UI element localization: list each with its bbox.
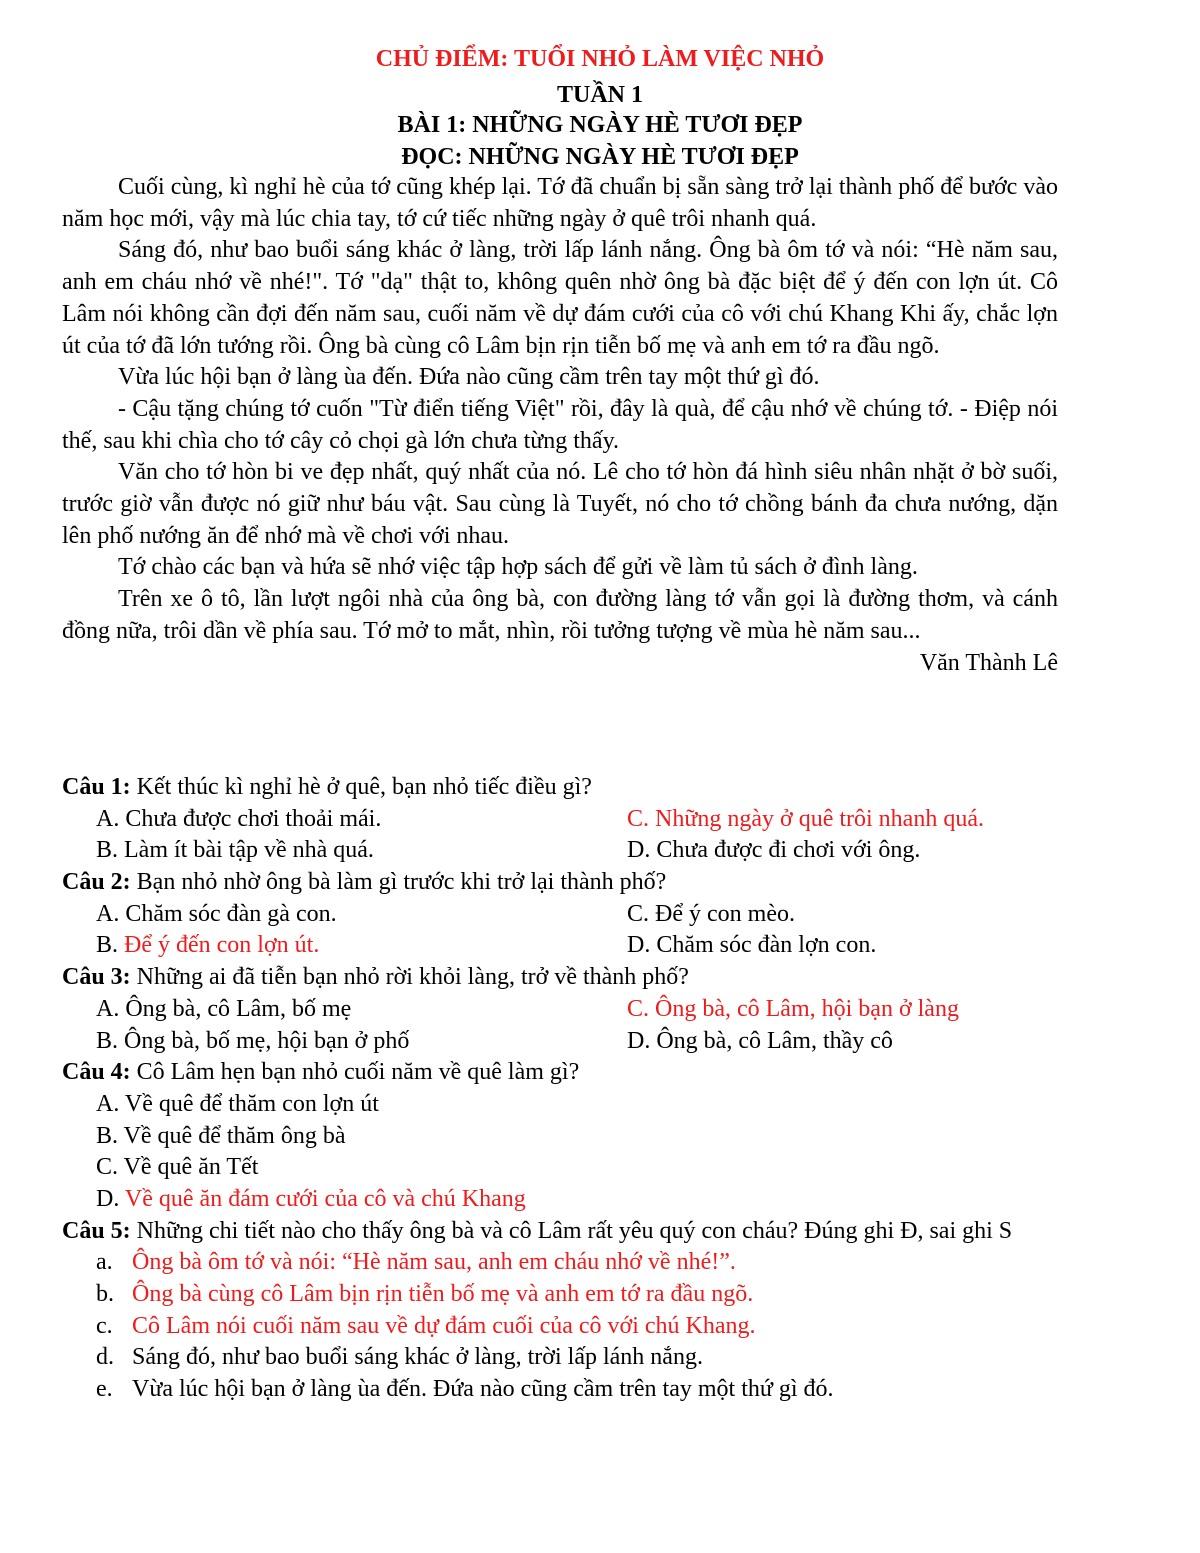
statement-text: Sáng đó, như bao buổi sáng khác ở làng, trời lấp lánh nắng. <box>132 1344 703 1371</box>
option-d: D. Chưa được đi chơi với ông. <box>627 837 921 864</box>
story-paragraph: Cuối cùng, kì nghỉ hè của tớ cũng khép lại. Tớ đã chuẩn bị sẵn sàng trở lại thành phố để bước vào năm học mới, vậy mà lúc chia tay, tớ cứ tiếc những ngày ở quê trôi nhanh quá. <box>62 174 1058 232</box>
answer-row <box>62 804 1062 836</box>
option-c: C. Để ý con mèo. <box>627 900 795 927</box>
option-b <box>96 930 319 962</box>
story-author: Văn Thành Lê <box>919 649 1058 676</box>
topic-title: CHỦ ĐIỂM: TUỔI NHỎ LÀM VIỆC NHỎ <box>375 46 825 72</box>
option-letter: D. <box>96 1186 125 1212</box>
story-paragraph: Văn cho tớ hòn bi ve đẹp nhất, quý nhất của nó. Lê cho tớ hòn đá hình siêu nhân nhặt ở bờ suối, trước giờ vẫn được nó giữ như báu vật. Sau cùng là Tuyết, nó cho tớ chồng bánh đa chưa nướng, dặn lên phố nướng ăn để nhớ mà về chơi với nhau. <box>62 459 1058 549</box>
answer-row <box>62 1026 1062 1058</box>
question-text: Những ai đã tiễn bạn nhỏ rời khỏi làng, trở về thành phố? <box>130 964 689 991</box>
answer-row <box>62 930 1062 962</box>
story-paragraph: Trên xe ô tô, lần lượt ngôi nhà của ông bà, con đường làng tớ vẫn gọi là đường thơm, và cánh đồng nữa, trôi dần về phía sau. Tớ mở to mắt, nhìn, rồi tưởng tượng về mùa hè năm sau... <box>62 586 1058 644</box>
option-b: B. Làm ít bài tập về nhà quá. <box>96 837 374 864</box>
question-text: Bạn nhỏ nhờ ông bà làm gì trước khi trở lại thành phố? <box>130 869 667 896</box>
option-letter: B. <box>96 932 125 959</box>
quiz-section <box>62 772 1062 1406</box>
statement-letter: b. <box>96 1281 114 1308</box>
question-label: Câu 3: <box>62 964 131 991</box>
option-d-correct: Về quê ăn đám cưới của cô và chú Khang <box>124 1186 526 1212</box>
question-1 <box>62 772 1062 804</box>
option-a: A. Về quê để thăm con lợn út <box>96 1090 379 1117</box>
question-label: Câu 4: <box>62 1059 131 1086</box>
option-b: B. Về quê để thăm ông bà <box>96 1122 346 1149</box>
story-paragraph: Sáng đó, như bao buổi sáng khác ở làng, trời lấp lánh nắng. Ông bà ôm tớ và nói: “Hè năm sau, anh em cháu nhớ về nhé!". Tớ "dạ" thật to, không quên nhờ ông bà đặc biệt để ý đến con lợn út. Cô Lâm nói không cần đợi đến năm sau, cuối năm về dự đám cưới của cô với chú Khang Khi ấy, chắc lợn út của tớ đã lớn tướng rồi. Ông bà cùng cô Lâm bịn rịn tiễn bố mẹ và anh em tớ ra đầu ngõ. <box>62 237 1058 359</box>
week-title: TUẦN 1 <box>556 82 643 108</box>
option-b: B. Ông bà, bố mẹ, hội bạn ở phố <box>96 1027 410 1054</box>
option-c-correct: C. Ông bà, cô Lâm, hội bạn ở làng <box>627 995 959 1022</box>
statement-item <box>62 1374 1062 1406</box>
lesson-title: BÀI 1: NHỮNG NGÀY HÈ TƯƠI ĐẸP <box>397 112 803 138</box>
question-label: Câu 5: <box>62 1217 131 1244</box>
story-text <box>62 172 1058 679</box>
statement-text-true: Ông bà cùng cô Lâm bịn rịn tiễn bố mẹ và anh em tớ ra đầu ngõ. <box>132 1281 754 1308</box>
statement-letter: c. <box>96 1312 113 1339</box>
statement-text-true: Ông bà ôm tớ và nói: “Hè năm sau, anh em cháu nhớ về nhé!”. <box>132 1249 736 1276</box>
story-paragraph: Vừa lúc hội bạn ở làng ùa đến. Đứa nào cũng cầm trên tay một thứ gì đó. <box>118 364 820 391</box>
question-label: Câu 1: <box>62 774 131 800</box>
answer-row <box>62 899 1062 931</box>
statement-item <box>62 1311 1062 1343</box>
option-c-correct: C. Những ngày ở quê trôi nhanh quá. <box>627 805 984 832</box>
option-d: D. Chăm sóc đàn lợn con. <box>627 932 877 959</box>
story-paragraph: - Cậu tặng chúng tớ cuốn "Từ điển tiếng Việt" rồi, đây là quà, để cậu nhớ về chúng tớ. - Điệp nói thế, sau khi chìa cho tớ cây cỏ chọi gà lớn chưa từng thấy. <box>62 395 1058 454</box>
statement-text: Vừa lúc hội bạn ở làng ùa đến. Đứa nào cũng cầm trên tay một thứ gì đó. <box>132 1376 834 1403</box>
question-3 <box>62 962 1062 994</box>
statement-item <box>62 1342 1062 1374</box>
story-paragraph: Tớ chào các bạn và hứa sẽ nhớ việc tập hợp sách để gửi về làm tủ sách ở đình làng. <box>118 554 918 581</box>
answer-row <box>62 994 1062 1026</box>
question-label: Câu 2: <box>62 869 131 896</box>
option-d <box>62 1184 1062 1216</box>
statement-letter: a. <box>96 1249 113 1276</box>
statement-item <box>62 1247 1062 1279</box>
option-a: A. Ông bà, cô Lâm, bố mẹ <box>96 995 352 1022</box>
option-b-correct: Để ý đến con lợn út. <box>124 932 320 959</box>
question-text: Cô Lâm hẹn bạn nhỏ cuối năm về quê làm gì? <box>130 1059 580 1086</box>
question-4 <box>62 1057 1062 1089</box>
option-a: A. Chăm sóc đàn gà con. <box>96 900 337 927</box>
reading-title: ĐỌC: NHỮNG NGÀY HÈ TƯƠI ĐẸP <box>401 144 799 170</box>
question-text: Kết thúc kì nghỉ hè ở quê, bạn nhỏ tiếc điều gì? <box>130 774 592 800</box>
option-c: C. Về quê ăn Tết <box>96 1154 259 1181</box>
question-2 <box>62 867 1062 899</box>
option-a: A. Chưa được chơi thoải mái. <box>96 805 382 832</box>
option-d: D. Ông bà, cô Lâm, thầy cô <box>627 1027 893 1054</box>
question-text: Những chi tiết nào cho thấy ông bà và cô Lâm rất yêu quý con cháu? Đúng ghi Đ, sai ghi S <box>130 1217 1013 1244</box>
statement-letter: e. <box>96 1376 113 1403</box>
question-5 <box>62 1216 1052 1248</box>
statement-item <box>62 1279 1062 1311</box>
statement-text-true: Cô Lâm nói cuối năm sau về dự đám cuối của cô với chú Khang. <box>132 1312 756 1339</box>
statement-letter: d. <box>96 1344 114 1371</box>
answer-row <box>62 835 1062 867</box>
